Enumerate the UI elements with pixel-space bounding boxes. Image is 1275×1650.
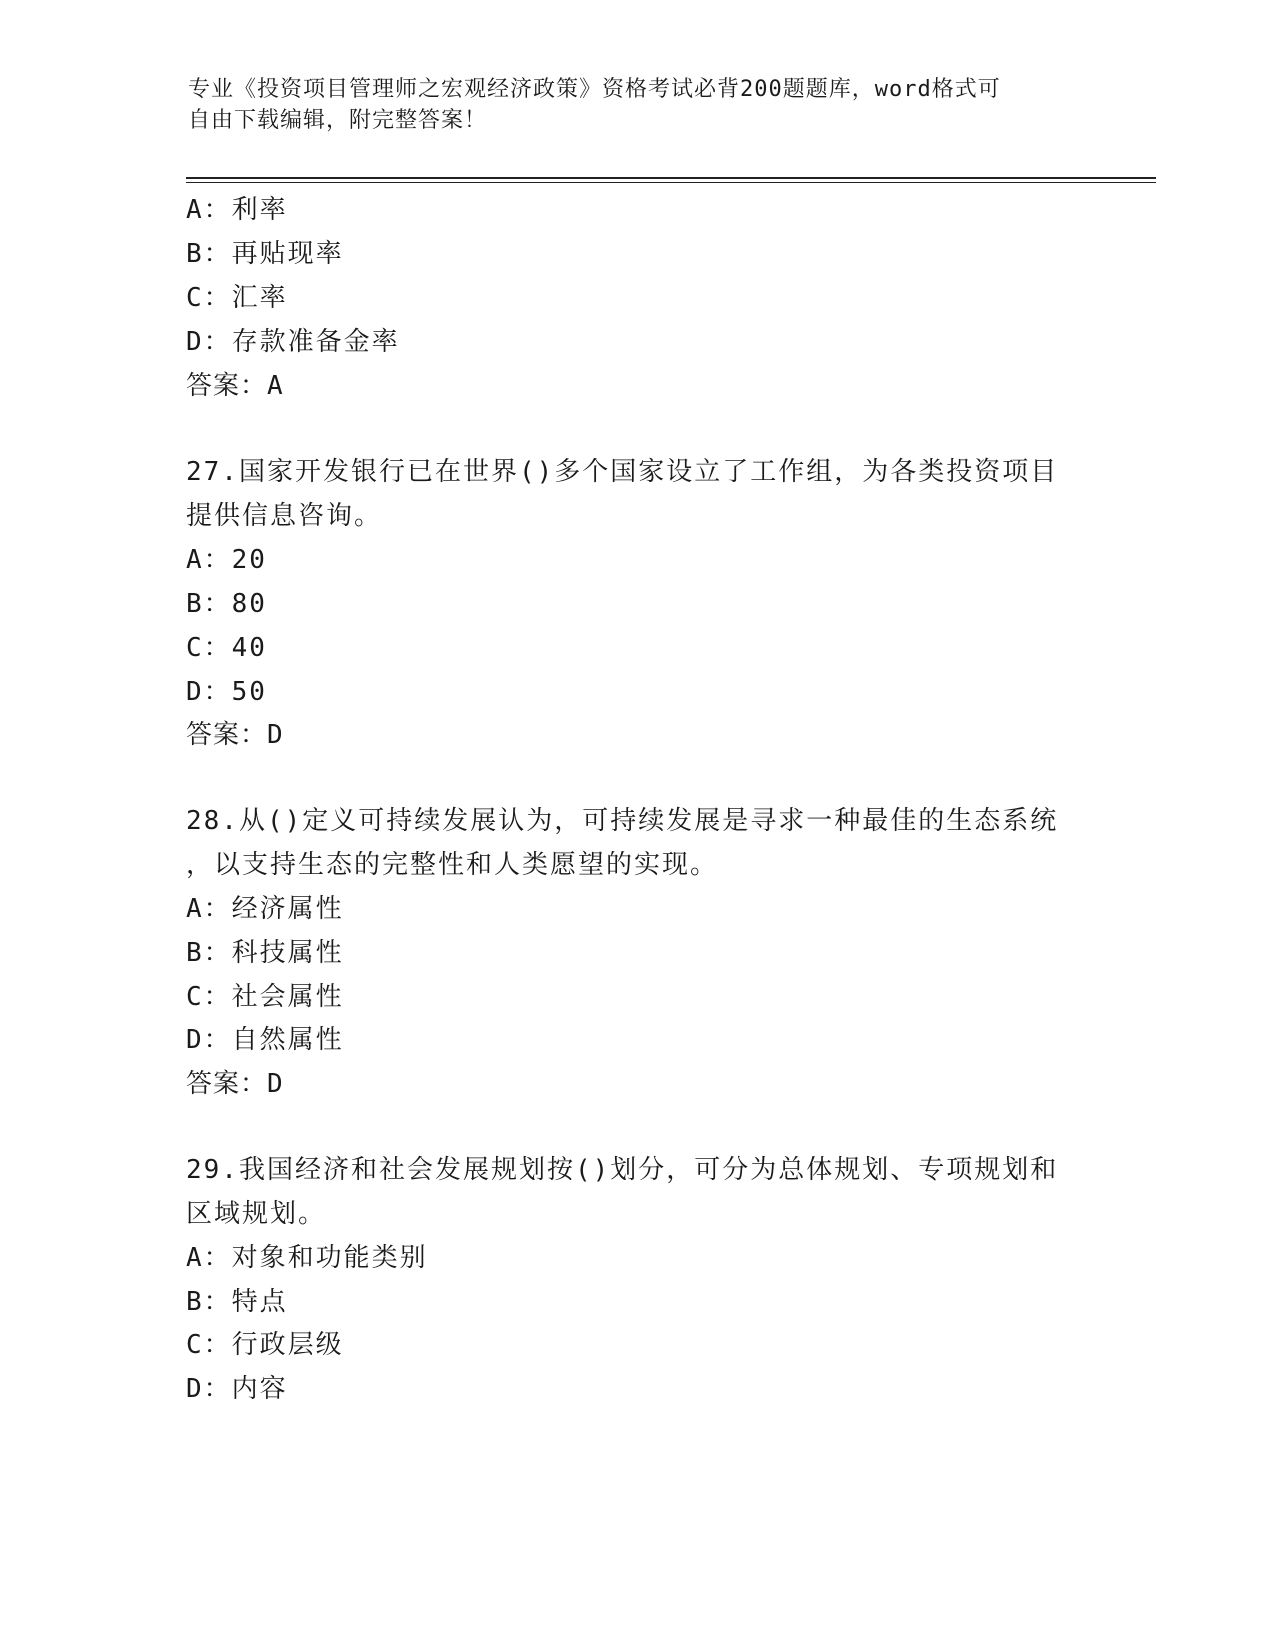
answer: 答案：D (186, 720, 284, 750)
question-28-text: 28.从()定义可持续发展认为，可持续发展是寻求一种最佳的生态系统 (186, 806, 1059, 836)
answer: 答案：D (186, 1069, 284, 1099)
option-d: D：内容 (186, 1374, 288, 1404)
option-b: B：80 (186, 589, 267, 619)
header-line-2: 自由下载编辑，附完整答案！ (188, 108, 488, 133)
header-line-1: 专业《投资项目管理师之宏观经济政策》资格考试必背200题题库，word格式可 (188, 77, 1001, 102)
option-c: C：汇率 (186, 283, 288, 313)
question-27-text-cont: 提供信息咨询。 (186, 501, 383, 531)
question-27-text: 27.国家开发银行已在世界()多个国家设立了工作组，为各类投资项目 (186, 457, 1059, 487)
option-a: A：利率 (186, 195, 288, 225)
option-a: A：20 (186, 545, 267, 575)
option-d: D：存款准备金率 (186, 327, 400, 357)
option-d: D：50 (186, 677, 267, 707)
option-c: C：40 (186, 633, 267, 663)
option-b: B：再贴现率 (186, 239, 344, 269)
question-29-text-cont: 区域规划。 (186, 1199, 327, 1229)
option-b: B：特点 (186, 1287, 288, 1317)
answer: 答案：A (186, 371, 284, 401)
option-c: C：行政层级 (186, 1330, 344, 1360)
option-c: C：社会属性 (186, 982, 344, 1012)
option-a: A：对象和功能类别 (186, 1243, 428, 1273)
question-28-text-cont: ，以支持生态的完整性和人类愿望的实现。 (186, 850, 719, 880)
question-29-text: 29.我国经济和社会发展规划按()划分，可分为总体规划、专项规划和 (186, 1155, 1059, 1185)
option-d: D：自然属性 (186, 1025, 344, 1055)
header-rule (186, 177, 1156, 179)
option-b: B：科技属性 (186, 938, 344, 968)
header-rule-thin (186, 182, 1156, 183)
document-header (188, 74, 1088, 136)
option-a: A：经济属性 (186, 894, 344, 924)
